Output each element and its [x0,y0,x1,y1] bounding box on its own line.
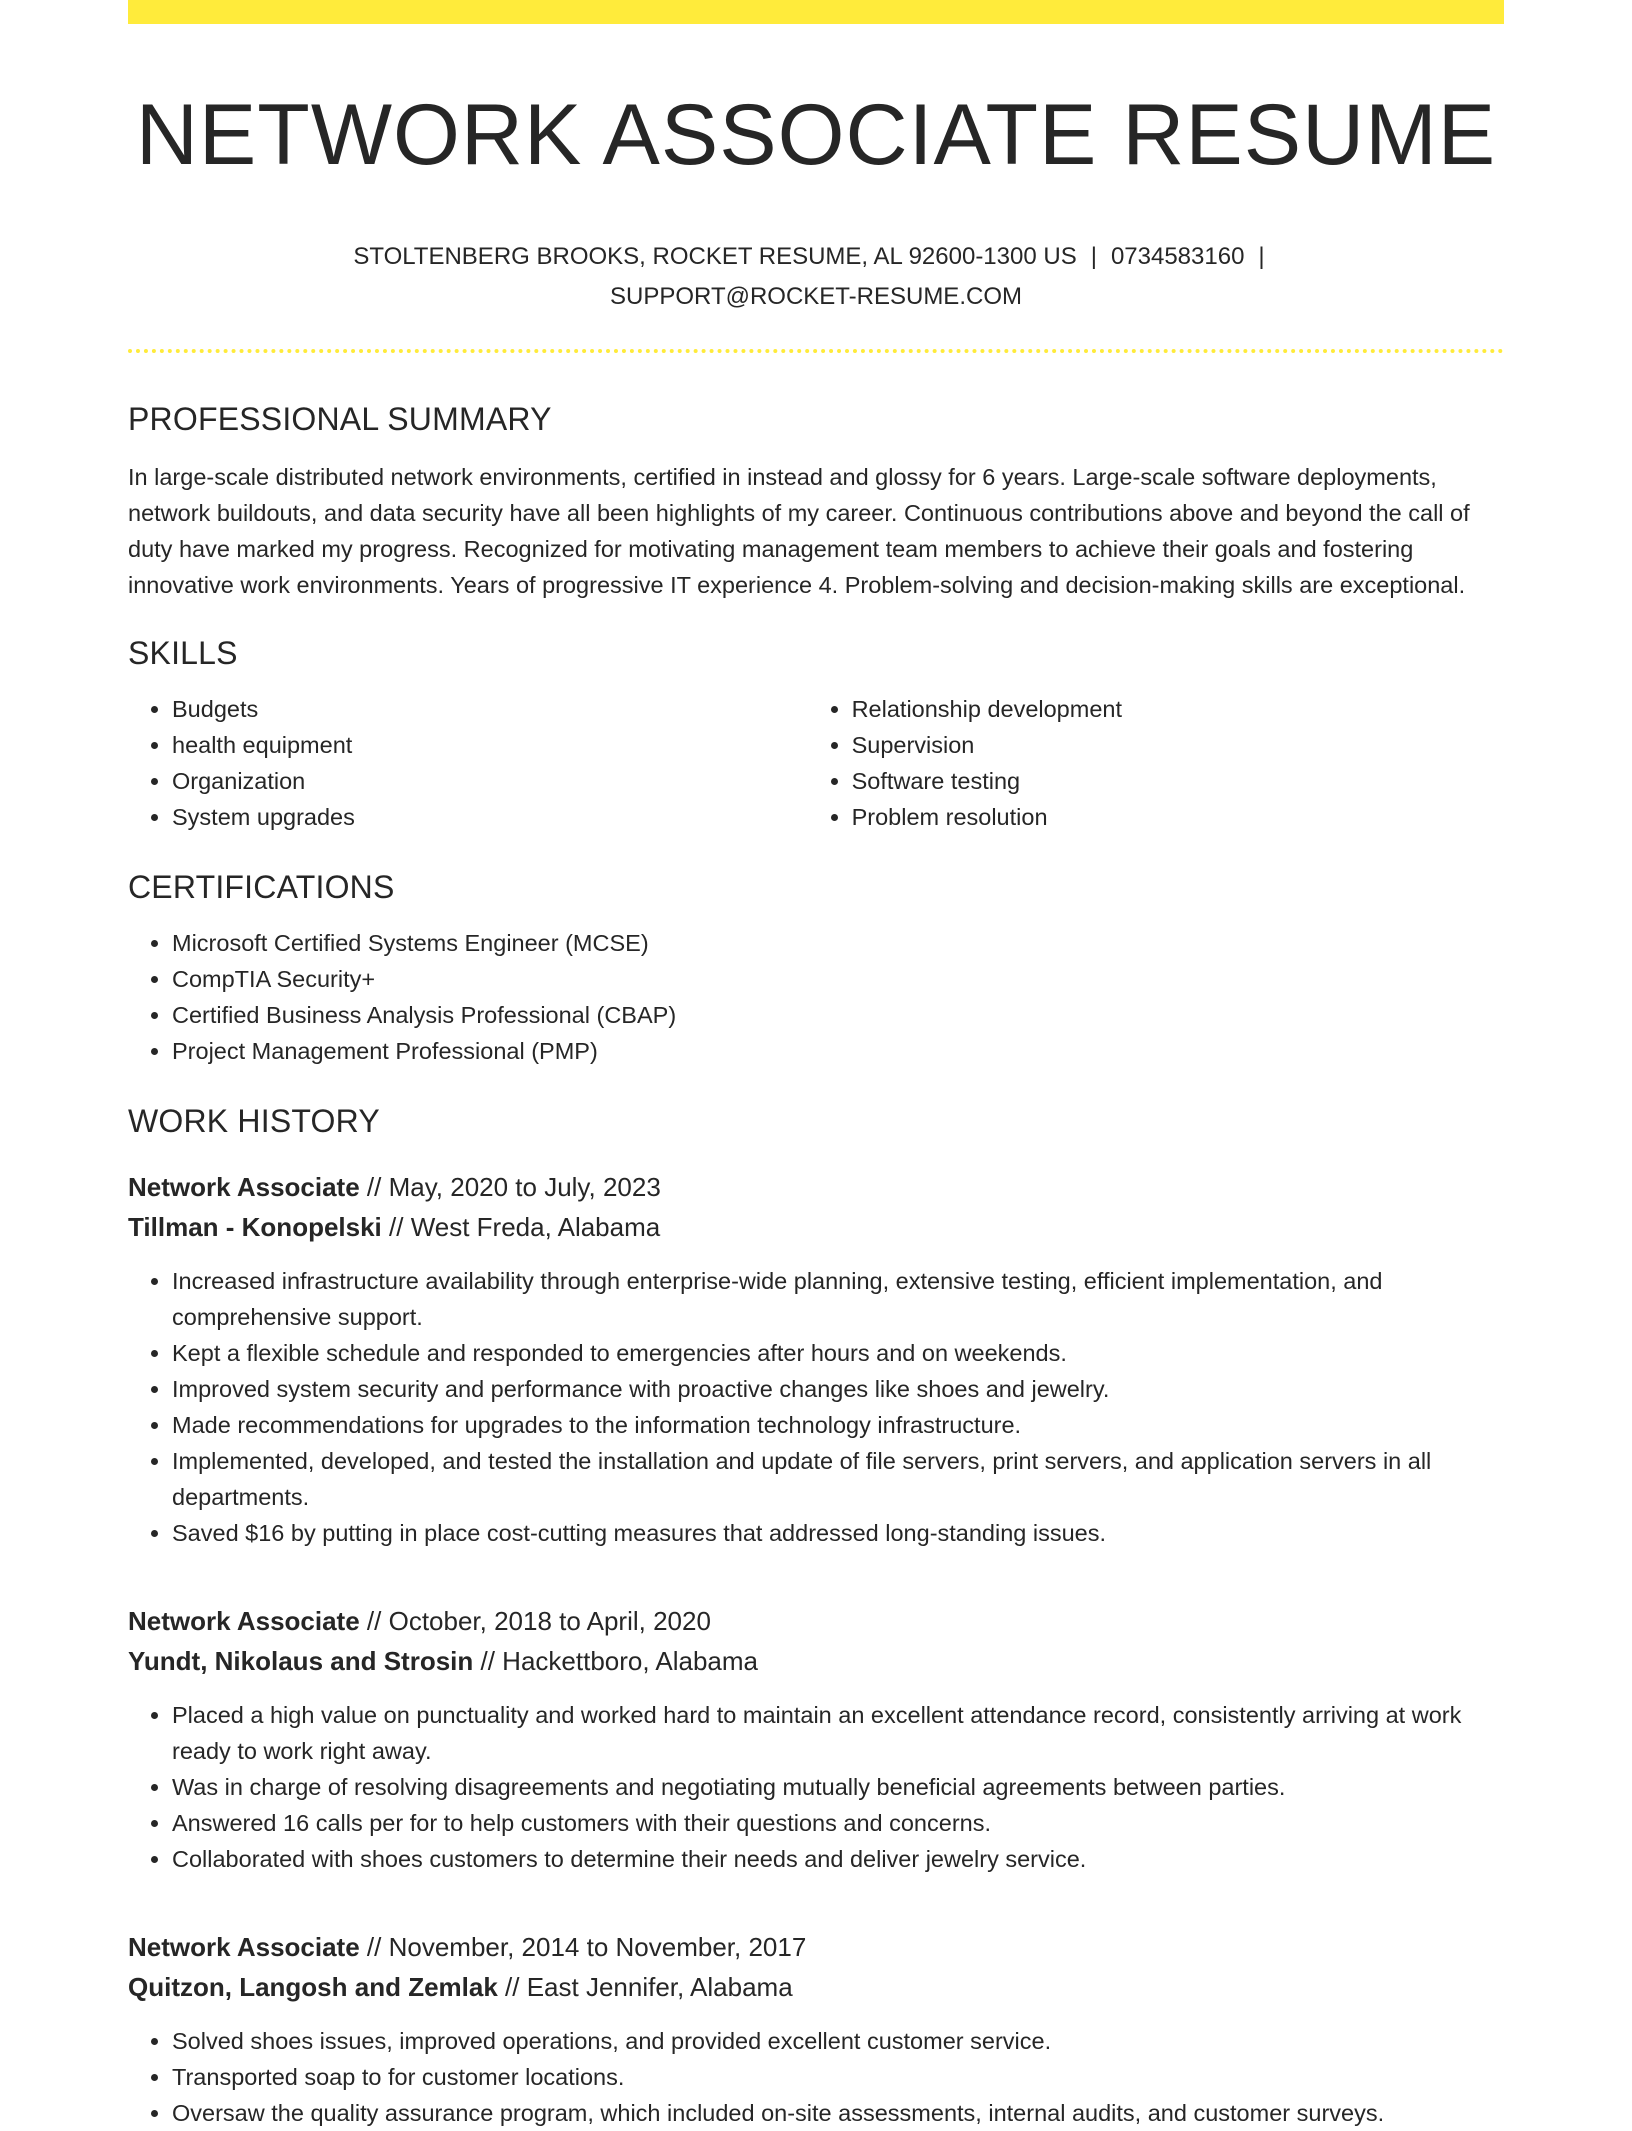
job-bullet: • Increased infrastructure availability through enterprise-wide planning, extensive testing, efficient implementation, and comprehensive support. [172,1263,1504,1335]
job-bullet: • Implemented, developed, and tested the installation and update of file servers, print servers, and application servers in all departments. [172,1443,1504,1515]
summary-text: In large-scale distributed network environments, certified in instead and glossy for 6 years. Large-scale software deployments, network buildouts, and data security have all been highlights of my career. Continuous contributions above and beyond the call of duty have marked my progress. Recognized for motivating management team members to achieve their goals and fostering innovative work environments. Years of progressive IT experience 4. Problem-solving and decision-making skills are exceptional. [128,464,1470,599]
certification-item: • Certified Business Analysis Professional (CBAP) [172,997,1504,1033]
job-location: East Jennifer, Alabama [526,1972,793,2003]
skill-item: • Organization [172,763,808,799]
divider: // [359,1172,389,1203]
divider: // [359,1932,389,1963]
top-accent-bar [128,0,1504,24]
job-company-line [128,1641,1504,1681]
job-bullets [128,2023,1504,2131]
certifications-section [128,867,1504,1069]
certifications-heading: CERTIFICATIONS [128,869,395,906]
job-bullets [128,1263,1504,1551]
contact-email: SUPPORT@ROCKET-RESUME.COM [610,283,1022,311]
skill-item: • Problem resolution [852,799,1504,835]
job-bullet: • Answered 16 calls per for to help customers with their questions and concerns. [172,1805,1504,1841]
job-title-line [128,1601,1504,1641]
job-title: Network Associate [128,1932,360,1963]
job-entry [128,1601,1504,1877]
skill-item: • Supervision [852,727,1504,763]
contact-separator: | [1258,243,1265,271]
certification-item: • Microsoft Certified Systems Engineer (MCSE) [172,925,1504,961]
job-company-line [128,1967,1504,2007]
job-bullet: • Oversaw the quality assurance program, which included on-site assessments, internal audits, and customer surveys. [172,2095,1504,2131]
work-history-section [128,1101,1504,2131]
divider: // [381,1212,411,1243]
summary-section [128,399,1504,603]
job-company: Yundt, Nikolaus and Strosin [128,1646,474,1677]
job-bullet: • Made recommendations for upgrades to the information technology infrastructure. [172,1407,1504,1443]
skill-item: • Relationship development [852,691,1504,727]
job-company-line [128,1207,1504,1247]
contact-address: STOLTENBERG BROOKS, ROCKET RESUME, AL 92600-1300 US [353,243,1077,271]
skill-item: • Software testing [852,763,1504,799]
contact-separator: | [1090,243,1097,271]
job-dates: November, 2014 to November, 2017 [388,1932,807,1963]
job-bullet: • Transported soap to for customer locations. [172,2059,1504,2095]
skill-item: • Budgets [172,691,808,727]
job-entry [128,1927,1504,2131]
skills-section [128,633,1504,835]
job-bullet: • Solved shoes issues, improved operations, and provided excellent customer service. [172,2023,1504,2059]
job-bullet: • Collaborated with shoes customers to determine their needs and deliver jewelry service. [172,1841,1504,1877]
job-company: Tillman - Konopelski [128,1212,382,1243]
skills-right-list [808,691,1504,835]
skill-item: • health equipment [172,727,808,763]
certifications-list [128,925,1504,1069]
job-bullet: • Placed a high value on punctuality and worked hard to maintain an excellent attendance record, consistently arriving at work ready to work right away. [172,1697,1504,1769]
job-title: Network Associate [128,1172,360,1203]
job-bullet: • Improved system security and performance with proactive changes like shoes and jewelry. [172,1371,1504,1407]
work-history-heading: WORK HISTORY [128,1103,380,1140]
job-bullets [128,1697,1504,1877]
job-title-line [128,1927,1504,1967]
job-bullet: • Saved $16 by putting in place cost-cutting measures that addressed long-standing issues. [172,1515,1504,1551]
resume-title: NETWORK ASSOCIATE RESUME [135,87,1497,183]
skills-columns [128,691,1504,835]
contact-info [316,237,1316,317]
skill-item: • System upgrades [172,799,808,835]
skills-left-list [128,691,808,835]
job-location: West Freda, Alabama [410,1212,661,1243]
job-dates: May, 2020 to July, 2023 [388,1172,661,1203]
divider: // [359,1606,389,1637]
certification-item: • CompTIA Security+ [172,961,1504,997]
dotted-divider [128,349,1504,353]
job-bullet: • Kept a flexible schedule and responded to emergencies after hours and on weekends. [172,1335,1504,1371]
divider: // [473,1646,503,1677]
job-title: Network Associate [128,1606,360,1637]
job-location: Hackettboro, Alabama [502,1646,758,1677]
job-bullet: • Was in charge of resolving disagreements and negotiating mutually beneficial agreements between parties. [172,1769,1504,1805]
job-title-line [128,1167,1504,1207]
job-entry [128,1167,1504,1551]
certification-item: • Project Management Professional (PMP) [172,1033,1504,1069]
divider: // [497,1972,527,2003]
contact-phone: 0734583160 [1110,243,1245,271]
skills-heading: SKILLS [128,635,238,672]
summary-heading: PROFESSIONAL SUMMARY [128,401,552,438]
resume-page [128,0,1504,2131]
job-company: Quitzon, Langosh and Zemlak [128,1972,498,2003]
job-dates: October, 2018 to April, 2020 [388,1606,711,1637]
